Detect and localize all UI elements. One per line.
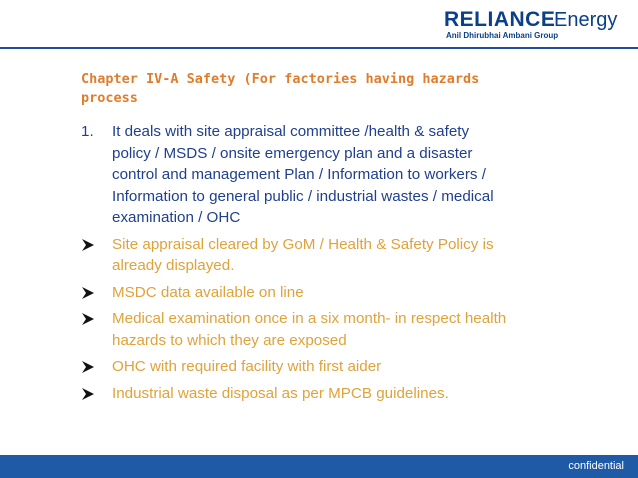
logo-tagline: Anil Dhirubhai Ambani Group bbox=[446, 31, 559, 40]
arrow-bullet-icon bbox=[81, 286, 95, 300]
reliance-energy-logo bbox=[444, 9, 624, 41]
item-text: Medical examination once in a six month- in respect health hazards to which they are exposed bbox=[112, 310, 507, 349]
list-item-3 bbox=[81, 282, 511, 304]
list-item-5 bbox=[81, 356, 511, 378]
arrow-bullet-icon bbox=[81, 360, 95, 374]
list-item-6 bbox=[81, 383, 511, 405]
logo-product: Energy bbox=[554, 9, 618, 31]
confidential-label: confidential bbox=[568, 460, 624, 472]
item-number: 1. bbox=[81, 123, 94, 140]
item-text: OHC with required facility with first aider bbox=[112, 358, 382, 375]
header-band bbox=[0, 0, 638, 49]
item-text: It deals with site appraisal committee /health & safety policy / MSDS / onsite emergency plan and a disaster control and management Plan / Information to workers / Information to general public / industrial wastes / medical examination / OHC bbox=[112, 123, 494, 226]
arrow-bullet-icon bbox=[81, 312, 95, 326]
arrow-bullet-icon bbox=[81, 238, 95, 252]
footer-band bbox=[0, 455, 638, 478]
list-item-2 bbox=[81, 234, 511, 277]
logo-brand: RELIANCE bbox=[444, 8, 556, 31]
list-item-4 bbox=[81, 308, 511, 351]
list-item-1 bbox=[81, 121, 511, 229]
content-list bbox=[81, 121, 511, 409]
slide-title: Chapter IV-A Safety (For factories having hazards process bbox=[81, 71, 480, 106]
item-text: MSDC data available on line bbox=[112, 283, 304, 301]
item-text: Site appraisal cleared by GoM / Health & Safety Policy is already displayed. bbox=[112, 235, 494, 274]
item-text: Industrial waste disposal as per MPCB guidelines. bbox=[112, 384, 449, 402]
arrow-bullet-icon bbox=[81, 387, 95, 401]
